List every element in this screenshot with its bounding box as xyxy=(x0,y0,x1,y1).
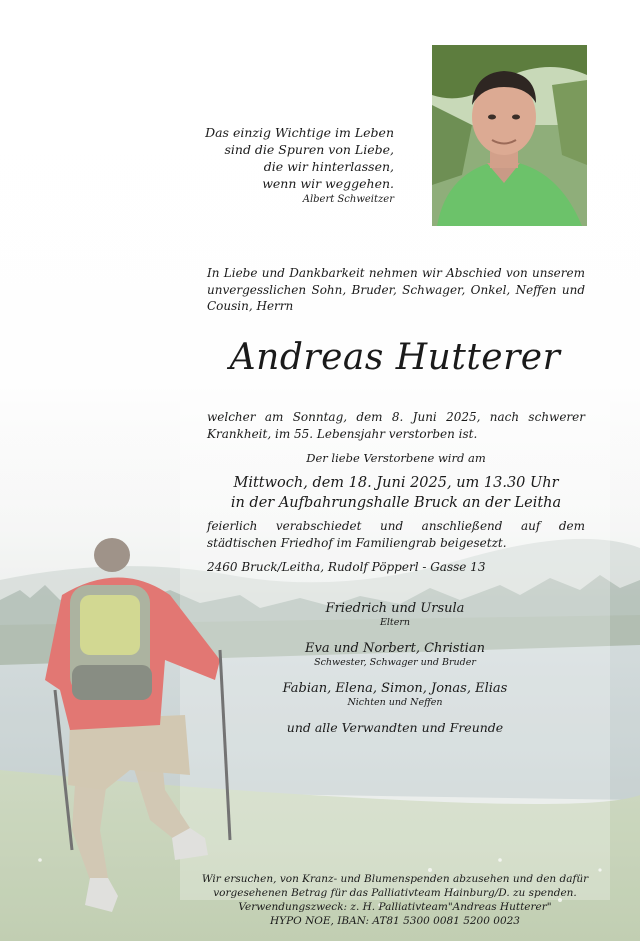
closing-relatives: und alle Verwandten und Freunde xyxy=(286,720,504,735)
ceremony-date: Mittwoch, dem 18. Juni 2025, um 13.30 Uhr xyxy=(233,475,559,491)
donation-line: Verwendungszweck: z. H. Palliativteam"Andreas Hutterer" xyxy=(238,901,552,913)
family-names: Fabian, Elena, Simon, Jonas, Elias xyxy=(282,681,508,696)
donation-iban: HYPO NOE, IBAN: AT81 5300 0081 5200 0023 xyxy=(270,915,520,927)
family-names: Friedrich und Ursula xyxy=(325,601,465,616)
family-group-nieces-nephews xyxy=(200,680,590,709)
ceremony-details xyxy=(207,473,585,513)
family-relation: Schwester, Schwager und Bruder xyxy=(314,657,476,668)
ceremony-place: in der Aufbahrungshalle Bruck an der Leitha xyxy=(230,495,562,511)
portrait-photo xyxy=(432,45,587,226)
intro-text: In Liebe und Dankbarkeit nehmen wir Abschied von unserem unvergesslichen Sohn, Bruder, Schwager, Onkel, Neffen und Cousin, Herrn xyxy=(207,266,585,313)
deceased-name: Andreas Hutterer xyxy=(229,337,561,378)
quote-author: Albert Schweitzer xyxy=(302,194,394,205)
quote-line: die wir hinterlassen, xyxy=(263,159,394,174)
quote-line: Das einzig Wichtige im Leben xyxy=(205,125,394,140)
family-relation: Eltern xyxy=(379,617,411,628)
family-names: Eva und Norbert, Christian xyxy=(305,641,485,656)
farewell-text: Der liebe Verstorbene wird am xyxy=(306,451,486,465)
donation-request xyxy=(160,872,630,928)
burial-text: feierlich verabschiedet und anschließend auf dem städtischen Friedhof im Familiengrab beigesetzt. xyxy=(207,519,585,550)
donation-line: vorgesehenen Betrag für das Palliativteam Hainburg/D. zu spenden. xyxy=(213,887,577,899)
family-group-siblings xyxy=(200,640,590,669)
quote-line: wenn wir weggehen. xyxy=(262,176,394,191)
family-relation: Nichten und Neffen xyxy=(347,697,443,708)
donation-line: Wir ersuchen, von Kranz- und Blumenspenden abzusehen und den dafür xyxy=(201,873,589,885)
family-group-parents xyxy=(200,600,590,629)
quote xyxy=(150,124,394,208)
family-address: 2460 Bruck/Leitha, Rudolf Pöpperl - Gasse 13 xyxy=(207,560,486,574)
quote-line: sind die Spuren von Liebe, xyxy=(224,142,394,157)
death-notice: welcher am Sonntag, dem 8. Juni 2025, nach schwerer Krankheit, im 55. Lebensjahr verstorben ist. xyxy=(207,410,585,441)
